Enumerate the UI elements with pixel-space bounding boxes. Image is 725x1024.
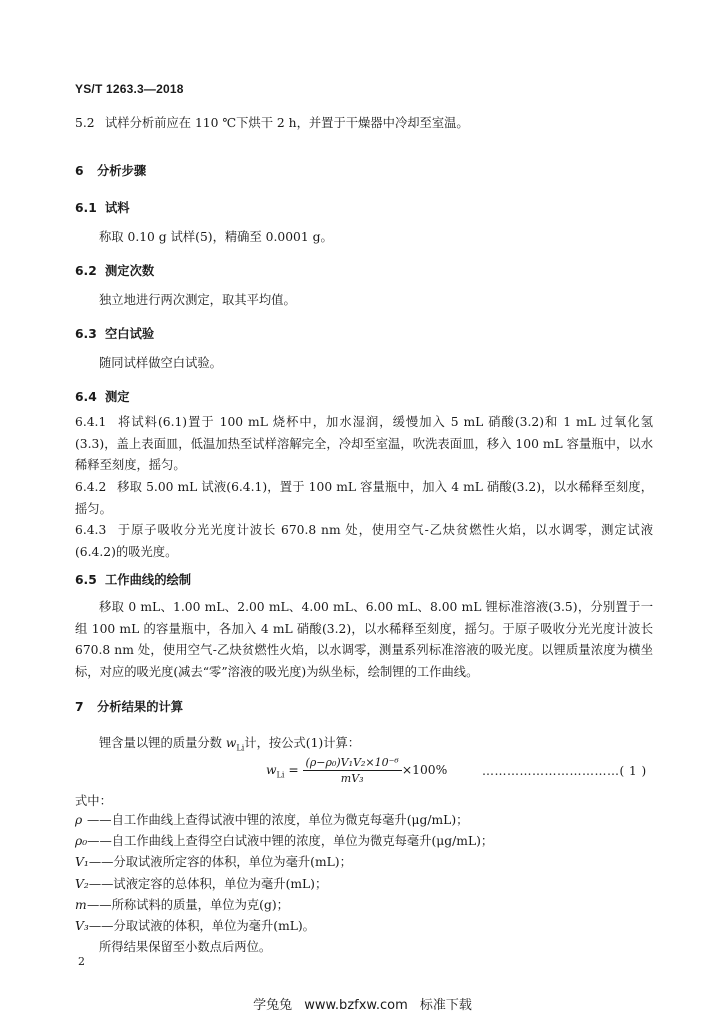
- clause-5-2: [75, 113, 469, 134]
- dash: ——: [87, 897, 112, 912]
- clause-number: 6.3: [75, 327, 97, 341]
- section-title: 分析结果的计算: [97, 700, 184, 714]
- dash: ——: [88, 855, 114, 870]
- clause-6-2-heading: [75, 261, 154, 279]
- dash: ——: [87, 813, 112, 827]
- dash: ——: [87, 834, 112, 849]
- calculation-intro: [99, 733, 360, 758]
- formula-number: [482, 764, 647, 778]
- clause-title: 试料: [105, 201, 130, 215]
- clause-number: 6.5: [75, 573, 97, 587]
- clause-text: 将试料(6.1)置于 100 mL 烧杯中，加水湿润，缓慢加入 5 mL 硝酸(3.2)和 1 mL 过氧化氢(3.3)，盖上表面皿，低温加热至试样溶解完全，冷却至室温，吹洗表面皿，移入 100 mL 容量瓶中，以水稀释至刻度，摇匀。: [75, 415, 653, 472]
- formula-denominator: mV₃: [340, 772, 364, 785]
- closing-text: 所得结果保留至小数点后两位。: [99, 940, 272, 955]
- clause-6-1-heading: [75, 198, 130, 216]
- clause-6-5-text: 移取 0 mL、1.00 mL、2.00 mL、4.00 mL、6.00 mL、8.00 mL 锂标准溶液(3.5)，分别置于一组 100 mL 的容量瓶中，各加入 4 mL 硝酸(3.2)，以水稀释至刻度，摇匀。于原子吸收分光光度计波长 670.8 nm 处，使用空气-乙炔贫燃性火焰，以水调零，测量系列标准溶液的吸光度。以锂质量浓度为横坐标，对应的吸光度(减去“零”溶液的吸光度)为纵坐标，绘制锂的工作曲线。: [75, 600, 653, 679]
- clause-6-4-3: [75, 520, 653, 563]
- clause-number: 6.4: [75, 390, 97, 404]
- intro-text-end: 计，按公式(1)计算：: [244, 736, 361, 750]
- clause-6-3-heading: [75, 324, 154, 342]
- clause-6-1-text: 称取 0.10 g 试样(5)，精确至 0.0001 g。: [99, 230, 333, 244]
- footer-watermark: 学兔兔 www.bzfxw.com 标准下载: [253, 998, 472, 1013]
- mass-fraction-subscript: Li: [236, 743, 245, 753]
- clause-6-4-heading: [75, 387, 130, 405]
- definition-text: 自工作曲线上查得空白试液中锂的浓度，单位为微克每毫升(μg/mL)；: [111, 834, 494, 849]
- clause-6-5-heading: [75, 570, 191, 588]
- definition-row: [75, 831, 493, 852]
- definition-row: [75, 874, 493, 895]
- clause-6-3-text: 随同试样做空白试验。: [99, 356, 222, 370]
- formula-fraction: [303, 756, 402, 785]
- clause-number: 6.4.3: [75, 523, 107, 537]
- definition-text: 所称试料的质量，单位为克(g)；: [111, 897, 289, 912]
- symbol: ρ: [75, 813, 83, 827]
- clause-number: 5.2: [75, 116, 95, 130]
- clause-6-4-1: [75, 412, 653, 477]
- formula-numerator: (ρ−ρ₀)V₁V₂×10⁻⁶: [303, 756, 402, 771]
- section-number: 7: [75, 700, 84, 714]
- where-label: 式中：: [75, 794, 112, 808]
- formula-1: $w_{Li}$ = $\frac{\text{(ρ−ρ₀)V₁V₂×10⁻⁶}}{\text{mV₃}}$ ×100%: [266, 756, 448, 785]
- definition-row: [75, 810, 493, 831]
- symbol: V₂: [75, 876, 89, 891]
- definition-row: [75, 916, 493, 937]
- formula-lhs: w: [266, 763, 277, 777]
- clause-number: 6.4.1: [75, 415, 107, 429]
- clause-number: 6.4.2: [75, 480, 107, 494]
- symbol: V₃: [75, 919, 89, 934]
- dot-leader: ……………………………: [482, 764, 620, 778]
- section-title: 分析步骤: [97, 164, 147, 178]
- clause-text: 试样分析前应在 110 ℃下烘干 2 h，并置于干燥器中冷却至室温。: [105, 116, 469, 130]
- formula-rhs: ×100%: [401, 763, 448, 777]
- clause-6-4-2: [75, 477, 653, 520]
- clause-title: 工作曲线的绘制: [105, 573, 192, 587]
- clause-title: 测定: [105, 390, 130, 404]
- section-6-heading: [75, 161, 146, 179]
- clause-text: 移取 5.00 mL 试液(6.4.1)，置于 100 mL 容量瓶中，加入 4 mL 硝酸(3.2)，以水稀释至刻度，摇匀。: [75, 480, 653, 516]
- clause-number: 6.1: [75, 201, 97, 215]
- symbol: ρ₀: [75, 834, 88, 849]
- definition-text: 试液定容的总体积，单位为毫升(mL)；: [113, 876, 328, 891]
- standard-number-header: YS/T 1263.3—2018: [75, 82, 184, 96]
- clause-6-2-text: 独立地进行两次测定，取其平均值。: [99, 293, 296, 307]
- clause-title: 空白试验: [105, 327, 155, 341]
- clause-text: 于原子吸收分光光度计波长 670.8 nm 处，使用空气-乙炔贫燃性火焰，以水调零，测定试液(6.4.2)的吸光度。: [75, 523, 653, 559]
- dash: ——: [88, 876, 114, 891]
- symbol: m: [75, 897, 87, 912]
- mass-fraction-symbol: w: [225, 736, 237, 750]
- page-number: 2: [78, 955, 85, 968]
- definition-row: [75, 895, 493, 916]
- clause-title: 测定次数: [105, 264, 155, 278]
- definition-text: 分取试液的体积，单位为毫升(mL)。: [113, 919, 315, 934]
- equation-number: ( 1 ): [619, 764, 647, 778]
- section-number: 6: [75, 164, 84, 178]
- intro-text: 锂含量以锂的质量分数: [99, 736, 226, 750]
- formula-lhs-subscript: Li: [276, 770, 285, 780]
- dash: ——: [88, 919, 114, 934]
- clause-number: 6.2: [75, 264, 97, 278]
- symbol: V₁: [75, 855, 89, 870]
- definition-text: 自工作曲线上查得试液中锂的浓度，单位为微克每毫升(μg/mL)；: [111, 813, 469, 827]
- definition-row: [75, 852, 493, 873]
- section-7-heading: [75, 697, 183, 715]
- symbol-definitions: [75, 810, 493, 958]
- definition-text: 分取试液所定容的体积，单位为毫升(mL)；: [113, 855, 352, 870]
